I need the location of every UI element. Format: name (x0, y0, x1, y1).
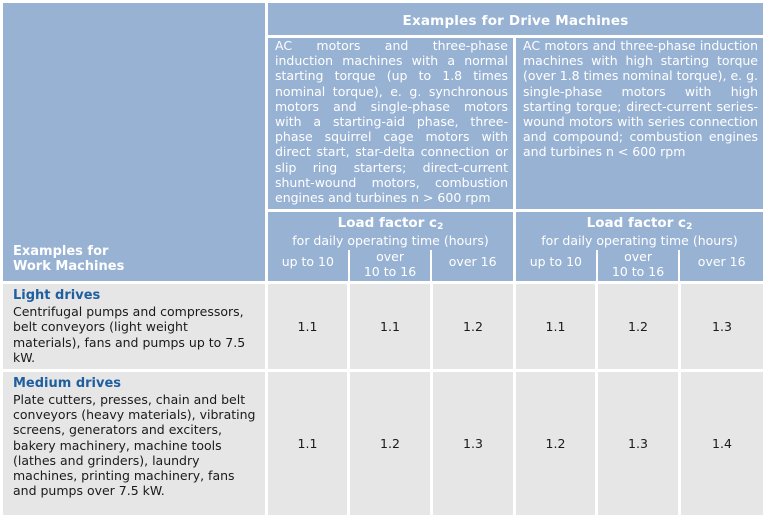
load-factor-value: 1.3 (597, 371, 680, 517)
drive-category-title: Light drives (13, 288, 259, 304)
load-factor-title: Load factor c2 (268, 212, 513, 233)
motors-high-torque-description: AC motors and three-phase induction machines with high starting torque (over 1.8 times nominal torque), e. g. single-phase motors with high starting torque; direct-current series-wound motors with series connection and compound; combustion engines and turbines n < 600 rpm (515, 37, 763, 211)
table-row (2, 283, 763, 371)
drive-category-description: Centrifugal pumps and compressors, belt conveyors (light weight materials), fans and pumps up to 7.5 kW. (13, 304, 259, 365)
load-factor-value: 1.2 (515, 371, 597, 517)
drive-description-cell (2, 371, 267, 517)
column-over-16: over 16 (680, 250, 763, 281)
load-factor-title: Load factor c2 (516, 212, 763, 233)
load-factor-value: 1.4 (680, 371, 763, 517)
drive-category-description: Plate cutters, presses, chain and belt conveyors (heavy materials), vibrating screens, generators and exciters, bakery machinery, machine tools (lathes and grinders), laundry machines, printing machinery, fans and pumps over 7.5 kW. (13, 392, 259, 498)
table-row (2, 371, 763, 517)
work-machines-header-line1: Examples for (13, 244, 265, 259)
motors-normal-torque-description: AC motors and three-phase induction machines with a normal starting torque (up to 1.8 times nominal torque), e. g. synchronous motors and single-phase motors with a starting-aid phase, three-phase squirrel cage motors with direct start, star-delta connection or slip ring starters; direct-current shunt-wound motors, combustion engines and turbines n > 600 rpm (267, 37, 515, 211)
column-over-16: over 16 (432, 250, 513, 281)
load-factor-value: 1.2 (432, 283, 515, 371)
load-factor-subtitle: for daily operating time (hours) (516, 233, 763, 248)
load-factor-value: 1.2 (597, 283, 680, 371)
column-up-to-10: up to 10 (516, 250, 596, 281)
load-factor-value: 1.1 (267, 283, 349, 371)
load-factor-value: 1.2 (349, 371, 432, 517)
column-over-10-to-16: over 10 to 16 (348, 250, 433, 281)
load-factor-subtitle: for daily operating time (hours) (268, 233, 513, 248)
work-machines-header-line2: Work Machines (13, 259, 265, 274)
load-factor-header-normal (267, 211, 515, 283)
load-factor-header-high (515, 211, 763, 283)
work-machines-header (2, 2, 267, 283)
drive-category-title: Medium drives (13, 376, 259, 392)
column-over-10-to-16: over 10 to 16 (596, 250, 681, 281)
column-up-to-10: up to 10 (268, 250, 348, 281)
drive-description-cell (2, 283, 267, 371)
drive-machines-title: Examples for Drive Machines (267, 2, 763, 37)
load-factor-value: 1.3 (432, 371, 515, 517)
load-factor-value: 1.1 (349, 283, 432, 371)
load-factor-value: 1.1 (267, 371, 349, 517)
load-factor-value: 1.1 (515, 283, 597, 371)
load-factor-value: 1.3 (680, 283, 763, 371)
